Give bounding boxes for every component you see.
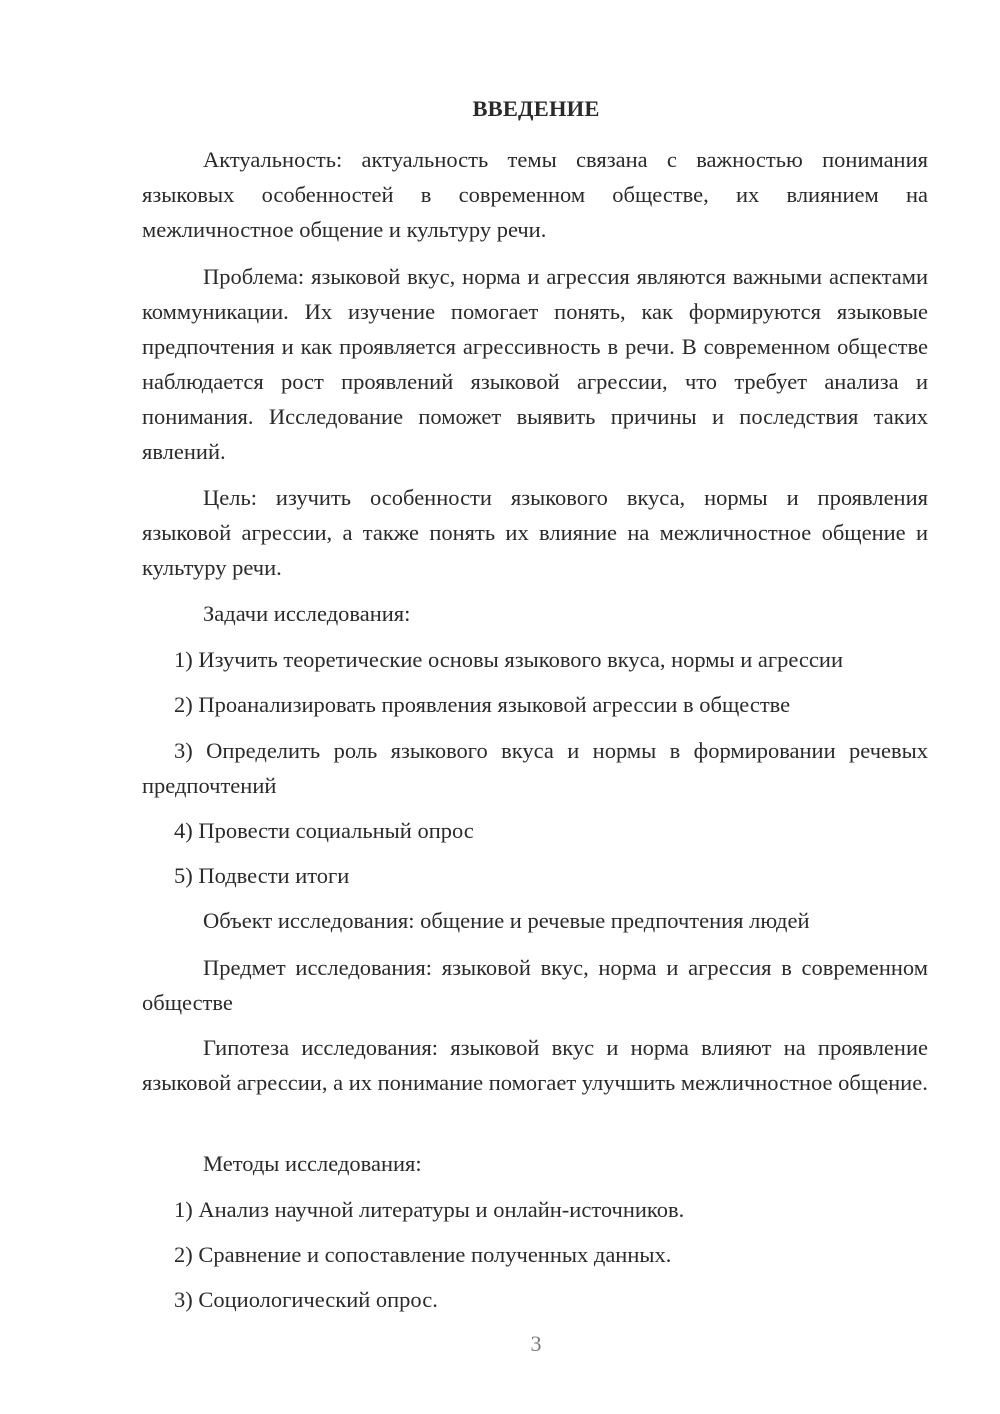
task-item-5: 5) Подвести итоги [174,863,350,888]
task-item-1: 1) Изучить теоретические основы языкового вкуса, нормы и агрессии [174,647,843,672]
method-item-3: 3) Социологический опрос. [174,1287,438,1312]
hypothesis-paragraph: Гипотеза исследования: языковой вкус и норма влияют на проявление языковой агрессии, а их понимание помогает улучшить межличностное общение. [142,1035,928,1095]
subject-paragraph: Предмет исследования: языковой вкус, норма и агрессия в современном обществе [142,955,928,1015]
methods-heading: Методы исследования: [203,1151,422,1176]
task-item-2: 2) Проанализировать проявления языковой агрессии в обществе [174,692,791,717]
page-title: ВВЕДЕНИЕ [472,96,600,121]
object-paragraph: Объект исследования: общение и речевые предпочтения людей [203,908,810,933]
task-item-3: 3) Определить роль языкового вкуса и нормы в формировании речевых предпочтений [142,738,928,798]
relevance-paragraph: Актуальность: актуальность темы связана с важностью понимания языковых особенностей в современном обществе, их влиянием на межличностное общение и культуру речи. [142,147,928,242]
goal-paragraph: Цель: изучить особенности языкового вкуса, нормы и проявления языковой агрессии, а также понять их влияние на межличностное общение и культуру речи. [142,485,928,580]
task-item-4: 4) Провести социальный опрос [174,818,474,843]
problem-paragraph: Проблема: языковой вкус, норма и агрессия являются важными аспектами коммуникации. Их изучение помогает понять, как формируются языковые предпочтения и как проявляется агрессивность в речи. В современном обществе наблюдается рост проявлений языковой агрессии, что требует анализа и понимания. Исследование поможет выявить причины и последствия таких явлений. [142,264,928,464]
page-number: 3 [530,1331,542,1356]
method-item-2: 2) Сравнение и сопоставление полученных данных. [174,1242,672,1267]
tasks-heading: Задачи исследования: [203,601,411,626]
method-item-1: 1) Анализ научной литературы и онлайн-источников. [174,1197,685,1222]
